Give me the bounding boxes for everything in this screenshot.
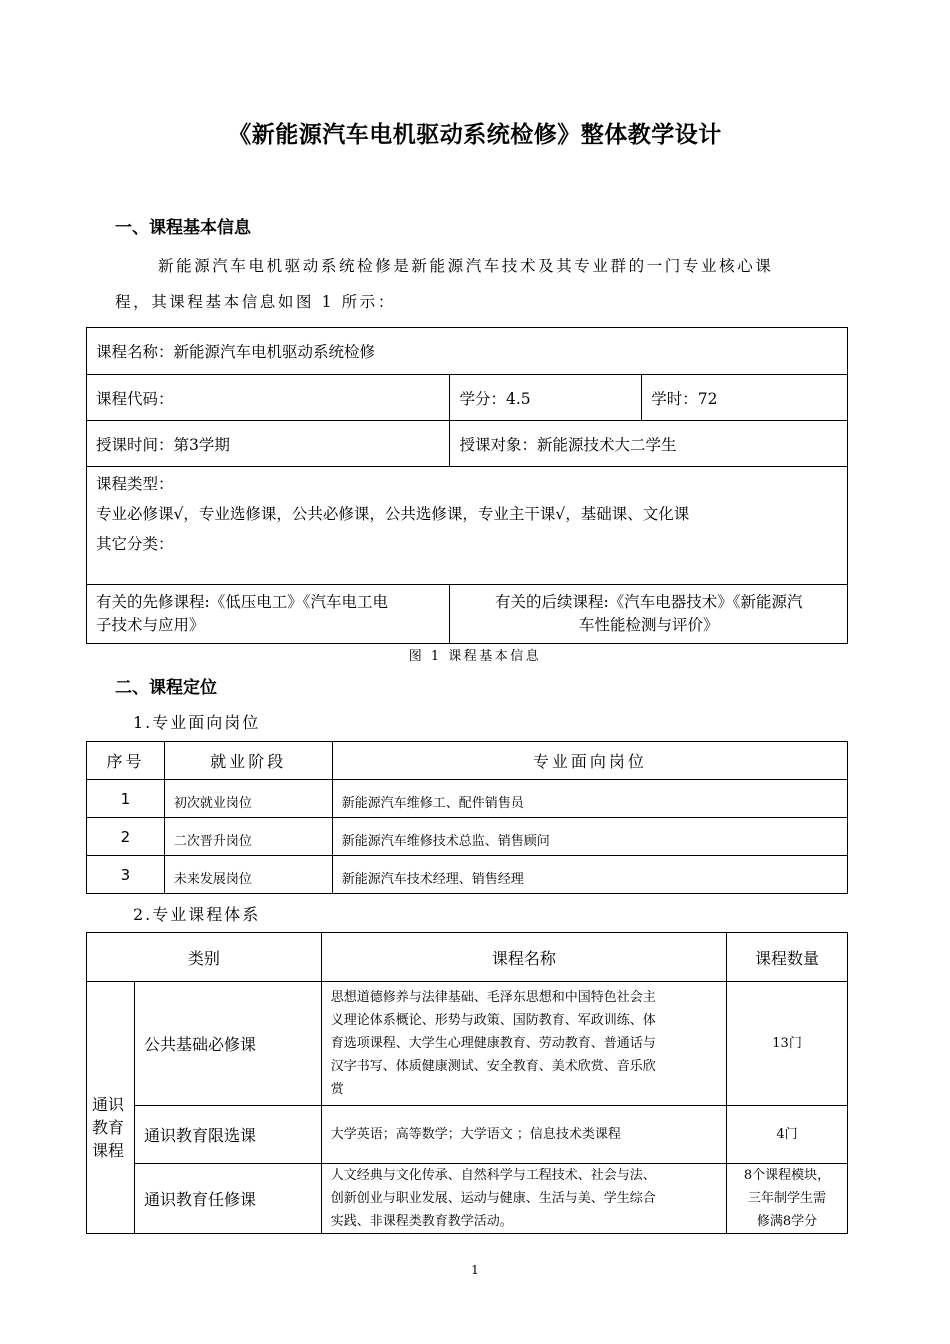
course-count-line: 13门 [772,1036,802,1051]
header-no: 序号 [87,742,165,780]
course-list-line: 创新创业与职业发展、运动与健康、生活与美、学生综合 [330,1191,656,1206]
course-name-cell: 课程名称：新能源汽车电机驱动系统检修 [87,328,848,375]
course-count [727,1106,848,1164]
course-list [321,982,726,1106]
row-stage: 初次就业岗位 [164,780,332,818]
subheading-job-positions: 1.专业面向岗位 [133,713,261,732]
course-list-line: 大学英语；高等数学；大学语文 ；信息技术类课程 [330,1127,621,1142]
prerequisite-courses-cell [87,585,450,644]
row-stage: 二次晋升岗位 [164,818,332,856]
row-number: 2 [87,818,165,856]
prerequisite-line-1: 有关的先修课程:《低压电工》《汽车电工电 [96,593,388,611]
section-heading-positioning: 二、课程定位 [115,678,217,698]
credits-cell: 学分：4.5 [450,375,642,421]
category-line: 教育 [92,1118,125,1137]
course-list [321,1164,726,1234]
term-cell: 授课时间：第3学期 [87,421,450,467]
course-count [727,982,848,1106]
course-type-values: 专业必修课√，专业选修课，公共必修课，公共选修课，专业主干课√，基础课、文化课 [96,505,690,523]
subheading-curriculum-system: 2.专业课程体系 [133,905,261,924]
subcategory-name: 公共基础必修课 [134,982,321,1106]
course-list-line: 人文经典与文化传承、自然科学与工程技术、社会与法、 [330,1168,656,1183]
course-list-line: 育选项课程、大学生心理健康教育、劳动教育、普通话与 [330,1036,656,1051]
course-info-table [86,327,848,644]
row-number: 1 [87,780,165,818]
audience-cell: 授课对象：新能源技术大二学生 [450,421,848,467]
curriculum-table [86,932,848,1234]
header-stage: 就业阶段 [164,742,332,780]
course-code-cell: 课程代码： [87,375,450,421]
course-type-label: 课程类型： [96,475,174,493]
course-count-line: 修满8学分 [756,1214,818,1229]
header-course-name: 课程名称 [321,933,726,982]
other-category-label: 其它分类： [96,535,174,553]
course-count-line: 8个课程模块， [743,1168,831,1183]
category-general-education [87,982,135,1234]
row-stage: 未来发展岗位 [164,856,332,894]
hours-cell: 学时：72 [642,375,848,421]
course-list-line: 赏 [330,1082,344,1097]
page-number: 1 [471,1263,479,1277]
job-positions-table [86,741,848,894]
course-list-line: 汉字书写、体质健康测试、安全教育、美术欣赏、音乐欣 [330,1059,656,1074]
header-category: 类别 [87,933,322,982]
intro-paragraph-line-1: 新能源汽车电机驱动系统检修是新能源汽车技术及其专业群的一门专业核心课 [158,257,774,275]
row-jobs: 新能源汽车维修技术总监、销售顾问 [332,818,847,856]
table-row [87,1106,848,1164]
course-list [321,1106,726,1164]
figure-caption: 图 1 课程基本信息 [408,649,542,664]
section-heading-basic-info: 一、课程基本信息 [115,218,251,238]
subcategory-name: 通识教育限选课 [134,1106,321,1164]
intro-paragraph-line-2: 程，其课程基本信息如图 1 所示： [115,293,396,311]
prerequisite-line-2: 子技术与应用》 [96,616,205,634]
row-jobs: 新能源汽车维修工、配件销售员 [332,780,847,818]
table-row [87,856,848,894]
course-type-cell [87,467,848,585]
follow-up-line-1: 有关的后续课程:《汽车电器技术》《新能源汽 [495,593,803,611]
follow-up-courses-cell [450,585,848,644]
subcategory-name: 通识教育任修课 [134,1164,321,1234]
course-list-line: 实践、非课程类教育教学活动。 [330,1214,513,1229]
course-list-line: 思想道德修养与法律基础、毛泽东思想和中国特色社会主 [330,990,656,1005]
row-number: 3 [87,856,165,894]
follow-up-line-2: 车性能检测与评价》 [578,616,719,634]
course-count [727,1164,848,1234]
table-row [87,818,848,856]
course-list-line: 义理论体系概论、形势与政策、国防教育、军政训练、体 [330,1013,656,1028]
page-title: 《新能源汽车电机驱动系统检修》整体教学设计 [228,122,722,148]
course-count-line: 4门 [776,1127,798,1142]
table-row [87,982,848,1106]
course-count-line: 三年制学生需 [748,1191,827,1206]
category-line: 通识 [92,1095,125,1114]
category-line: 课程 [92,1141,125,1160]
table-row [87,1164,848,1234]
row-jobs: 新能源汽车技术经理、销售经理 [332,856,847,894]
header-course-count: 课程数量 [727,933,848,982]
table-row [87,780,848,818]
header-jobs: 专业面向岗位 [332,742,847,780]
